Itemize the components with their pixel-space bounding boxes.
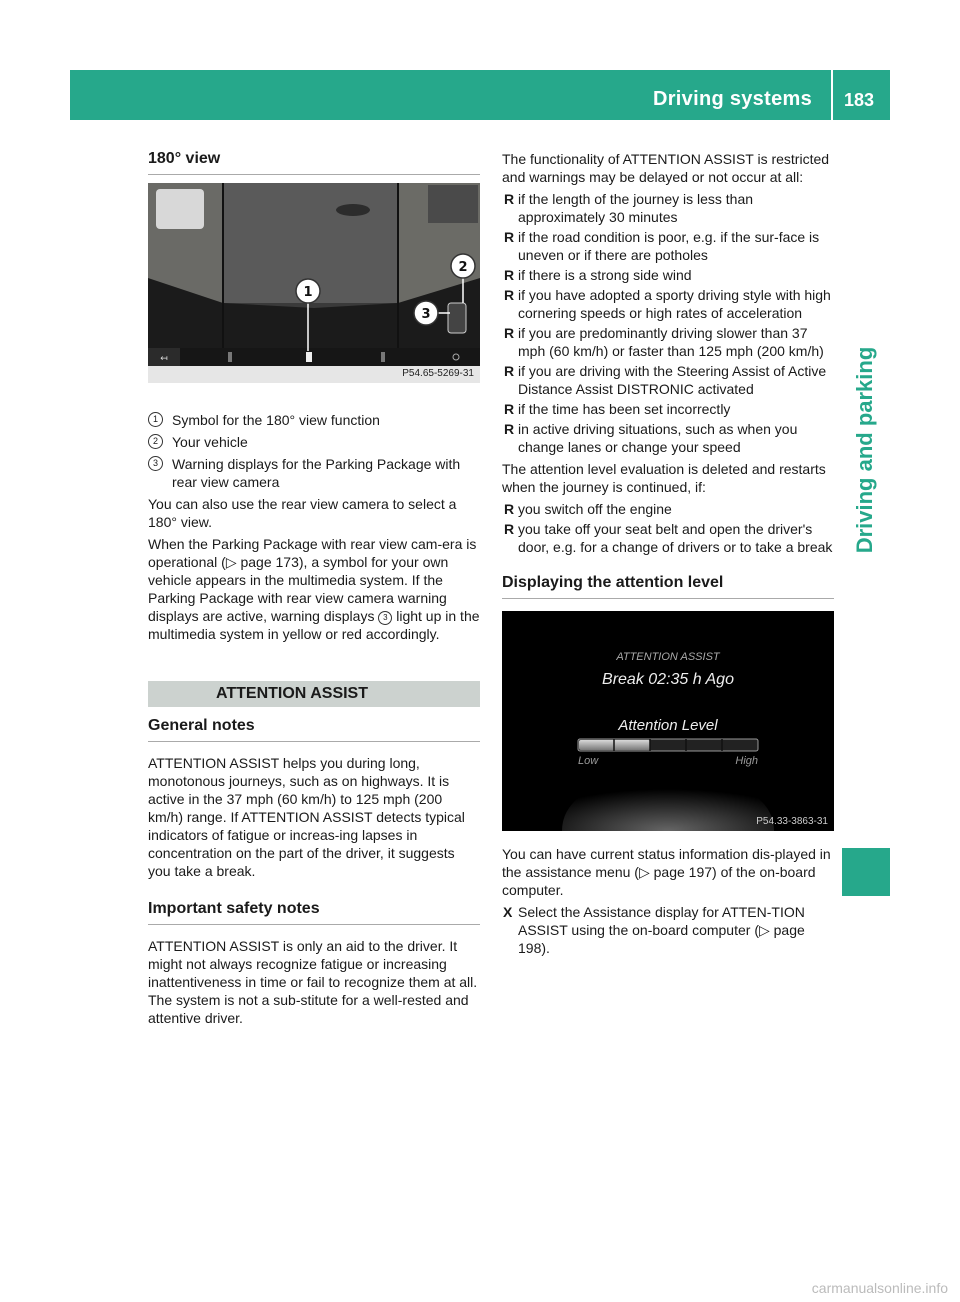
paragraph: ATTENTION ASSIST helps you during long, monotonous journeys, such as on highways. It is active in the 37 mph (60 km/h) to 125 mph (200 km/h) range. If ATTENTION ASSIST detects typical indicators of fatigue or increas-ing lapses in concentration on the part of the driver, it suggests you take a break. xyxy=(148,755,465,879)
text: ), a symbol for your own vehicle appears in the multimedia system. If the Parking Package with rear view camera warning displays are active, warning displays xyxy=(148,554,449,624)
list-text: if you are driving with the Steering Assist of Active Distance Assist DISTRONIC activated xyxy=(518,363,827,397)
legend-text: Your vehicle xyxy=(172,434,248,450)
paragraph xyxy=(502,845,834,899)
reset-list xyxy=(502,500,834,556)
list-text: if the road condition is poor, e.g. if the sur-face is uneven or if there are potholes xyxy=(518,229,820,263)
restriction-list xyxy=(502,190,834,456)
watermark: carmanualsonline.info xyxy=(811,1280,948,1296)
text: ) of the on-board computer. xyxy=(502,864,816,898)
list-item: R you switch off the engine xyxy=(504,501,672,517)
list-text: if you are predominantly driving slower than 37 mph (60 km/h) or faster than 125 mph (200 km/h) xyxy=(518,325,824,359)
list-item: R you take off your seat belt and open the driver's door, e.g. for a change of drivers or to take a break xyxy=(504,521,833,555)
side-tab-marker xyxy=(842,848,890,896)
list-text: if there is a strong side wind xyxy=(518,267,692,283)
heading-180-view: 180° view xyxy=(148,150,480,175)
legend-text: Symbol for the 180° view function xyxy=(172,412,380,428)
scale-low-label: Low xyxy=(578,755,599,767)
section-heading: ATTENTION ASSIST xyxy=(148,681,480,707)
side-tab xyxy=(848,300,882,600)
text: You can have current status information dis-played in the assistance menu ( xyxy=(502,846,831,880)
list-item: R in active driving situations, such as when you change lanes or change your speed xyxy=(504,421,798,455)
legend-item xyxy=(148,433,480,451)
page-link[interactable]: ▷ page 197 xyxy=(638,864,713,880)
legend-item xyxy=(148,455,480,491)
header-separator xyxy=(831,70,833,120)
list-text: if the time has been set incorrectly xyxy=(518,401,731,417)
action-step xyxy=(502,903,834,957)
text: ). xyxy=(541,940,550,956)
page-number: 183 xyxy=(844,90,875,110)
figure-reference: P54.33-3863-31 xyxy=(756,816,828,827)
list-text: in active driving situations, such as when you change lanes or change your speed xyxy=(518,421,798,455)
callout-number: 2 xyxy=(148,434,163,449)
list-item: R if the length of the journey is less than approximately 30 minutes xyxy=(504,191,754,225)
paragraph xyxy=(148,535,480,643)
svg-text:1: 1 xyxy=(303,285,313,300)
list-item: R if there is a strong side wind xyxy=(504,267,692,283)
paragraph: The functionality of ATTENTION ASSIST is restricted and warnings may be delayed or not occur at all: xyxy=(502,151,830,185)
text: light up in the multimedia system in yellow or red accordingly. xyxy=(148,608,480,642)
text: When the Parking Package with rear view cam-era is operational ( xyxy=(148,536,477,570)
page-link[interactable]: ▷ page 198 xyxy=(518,922,805,956)
figure-attention-display xyxy=(502,611,834,831)
list-item: R if you are predominantly driving slower than 37 mph (60 km/h) or faster than 125 mph (200 km/h) xyxy=(504,325,824,359)
legend-text: Warning displays for the Parking Package with rear view camera xyxy=(172,456,461,490)
heading-displaying-attention: Displaying the attention level xyxy=(502,574,834,599)
list-item: R if you have adopted a sporty driving style with high cornering speeds or high rates of acceleration xyxy=(504,287,831,321)
heading-general-notes: General notes xyxy=(148,717,480,742)
page-link[interactable]: ▷ page 173 xyxy=(225,554,299,570)
action-arrow-icon: X xyxy=(503,904,513,920)
right-column xyxy=(502,150,834,957)
header-title: Driving systems xyxy=(652,88,812,110)
side-tab-label: Driving and parking xyxy=(852,346,877,554)
camera-image xyxy=(148,183,480,383)
list-text: you take off your seat belt and open the driver's door, e.g. for a change of drivers or to take a break xyxy=(518,521,833,555)
figure-180-view xyxy=(148,183,480,383)
figure-reference: P54.65-5269-31 xyxy=(402,368,474,379)
text: Select the Assistance display for ATTEN-TION ASSIST using the on-board computer ( xyxy=(518,904,805,938)
paragraph: You can also use the rear view camera to select a 180° view. xyxy=(148,496,457,530)
screen-break-time: Break 02:35 h Ago xyxy=(602,671,734,688)
scale-high-label: High xyxy=(735,755,758,767)
left-column xyxy=(148,150,480,1031)
callout-number: 3 xyxy=(378,611,392,625)
list-text: you switch off the engine xyxy=(518,501,672,517)
callout-number: 3 xyxy=(148,456,163,471)
paragraph: The attention level evaluation is deleted and restarts when the journey is continued, if: xyxy=(502,461,826,495)
svg-text:3: 3 xyxy=(421,307,431,322)
paragraph: ATTENTION ASSIST is only an aid to the driver. It might not always recognize fatigue or increasing inattentiveness in time or fail to recognize them at all. The system is not a sub-stitute for a well-rested and attentive driver. xyxy=(148,938,478,1026)
callout-number: 1 xyxy=(148,412,163,427)
list-text: if the length of the journey is less than approximately 30 minutes xyxy=(518,191,754,225)
list-item: R if you are driving with the Steering Assist of Active Distance Assist DISTRONIC activated xyxy=(504,363,827,397)
list-item: R if the road condition is poor, e.g. if the sur-face is uneven or if there are potholes xyxy=(504,229,820,263)
svg-text:2: 2 xyxy=(458,260,468,275)
list-item: R if the time has been set incorrectly xyxy=(504,401,731,417)
legend-item xyxy=(148,411,480,429)
heading-safety-notes: Important safety notes xyxy=(148,900,480,925)
list-text: if you have adopted a sporty driving style with high cornering speeds or high rates of acceleration xyxy=(518,287,831,321)
screen-attention-level: Attention Level xyxy=(618,717,718,734)
screen-title: ATTENTION ASSIST xyxy=(616,651,720,663)
svg-text:↤: ↤ xyxy=(160,354,168,364)
